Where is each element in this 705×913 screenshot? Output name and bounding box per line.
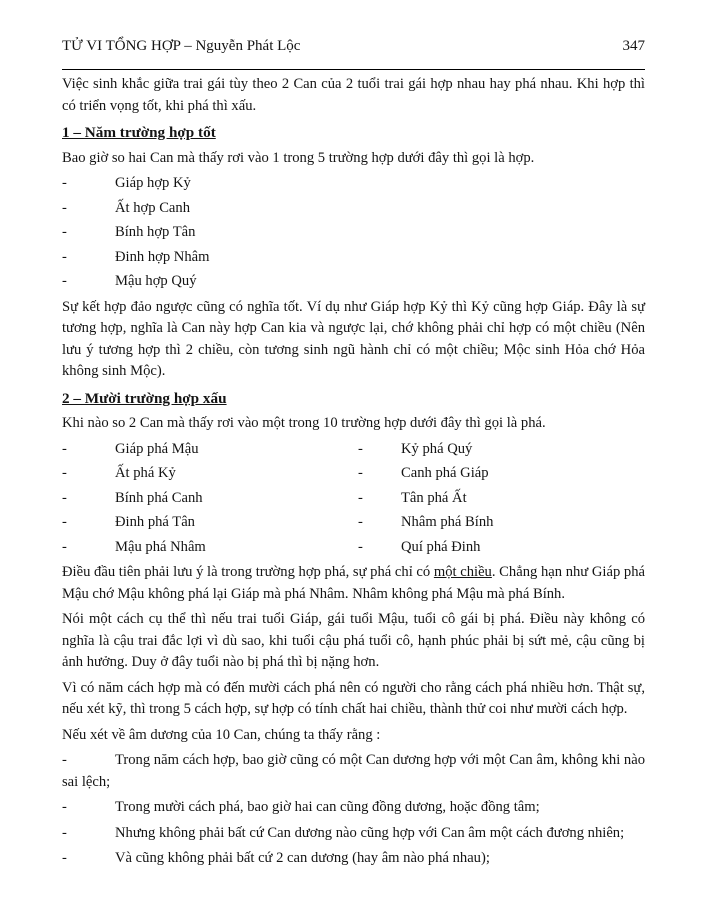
list-dash: - [358,514,363,530]
list-dash: - [62,538,67,555]
list-item-row [62,463,645,485]
list-item-text: Giáp hợp Kỷ [115,175,191,191]
list-dash: - [358,489,363,506]
page-number: 347 [622,38,645,54]
intro-paragraph: Việc sinh khắc giữa trai gái tùy theo 2 Can của 2 tuổi trai gái hợp nhau hay phá nhau. Khi hợp thì có triển vọng tốt, khi phá thì xấu. [62,76,645,114]
bullet-dash: - [62,850,67,866]
list-item [62,222,645,244]
bad-pairs-list [62,439,645,559]
bullet-text: Và cũng không phải bất cứ 2 can dương (hay âm nào phá nhau); [115,850,490,866]
list-item-text: Quí phá Đinh [401,538,481,555]
list-dash: - [62,175,67,191]
list-item-text: Nhâm phá Bính [401,514,494,530]
section2-heading: 2 – Mười trường hợp xấu [62,389,227,407]
am-duong-bullet [62,848,645,870]
list-item-text: Bính hợp Tân [115,224,196,240]
list-dash: - [358,440,363,457]
list-dash: - [62,224,67,240]
list-dash: - [62,199,67,216]
five-vs-ten-paragraph: Vì có năm cách hợp mà có đến mười cách phá nên có người cho rằng cách phá nhiều hơn. Thật sự, nếu xét kỹ, thì trong 5 cách hợp, sự hợp có tính chất hai chiều, thành thử coi như mười cách hợp. [62,679,645,717]
list-item-row [62,488,645,510]
one-way-paragraph [62,562,645,605]
list-item-text: Ất phá Kỷ [115,465,176,481]
list-item-text: Tân phá Ất [401,489,467,506]
one-way-underlined-phrase: một chiều [433,564,492,580]
concrete-example-paragraph: Nói một cách cụ thể thì nếu trai tuổi Giáp, gái tuổi Mậu, tuổi cô gái bị phá. Điều này không có nghĩa là cậu trai đắc lợi vì dù sao, khi tuổi cậu phá tuổi cô, hạnh phúc phải bị sứt mẻ, cậu cũng bị ảnh hưởng. Duy ở đây tuổi nào bị phá thì bị nặng hơn. [62,611,645,670]
list-dash: - [62,440,67,457]
one-way-text-before: Điều đầu tiên phải lưu ý là trong trường hợp phá, sự phá chỉ có [62,564,434,580]
list-dash: - [62,514,67,530]
page-header [62,37,645,55]
section1-lead: Bao giờ so hai Can mà thấy rơi vào 1 trong 5 trường hợp dưới đây thì gọi là hợp. [62,149,535,166]
list-dash: - [62,465,67,481]
list-item-text: Bính phá Canh [115,489,203,506]
bullet-dash: - [62,824,67,841]
section2-lead: Khi nào so 2 Can mà thấy rơi vào một trong 10 trường hợp dưới đây thì gọi là phá. [62,415,546,431]
section1-heading: 1 – Năm trường hợp tốt [62,124,216,141]
bullet-dash: - [62,799,67,815]
list-dash: - [358,538,363,555]
am-duong-lead: Nếu xét về âm dương của 10 Can, chúng ta thấy rằng : [62,726,381,743]
list-item-text: Giáp phá Mậu [115,440,199,457]
list-item-text: Mậu phá Nhâm [115,538,206,555]
list-item [62,173,645,195]
am-duong-bullet [62,797,645,819]
list-item-text: Đinh hợp Nhâm [115,248,210,265]
list-dash: - [358,465,363,481]
list-dash: - [62,273,67,289]
bullet-text: Nhưng không phải bất cứ Can dương nào cũng hợp với Can âm một cách đương nhiên; [115,824,625,841]
bullet-text: Trong mười cách phá, bao giờ hai can cũng đồng dương, hoặc đồng tâm; [115,799,540,815]
list-item-text: Ất hợp Canh [115,199,191,216]
book-title: TỬ VI TỔNG HỢP – Nguyễn Phát Lộc [62,38,301,54]
list-item-row [62,439,645,461]
bullet-text: Trong năm cách hợp, bao giờ cũng có một Can dương hợp với một Can âm, không khi nào sai lệch; [62,752,645,790]
section1-note: Sự kết hợp đảo ngược cũng có nghĩa tốt. Ví dụ như Giáp hợp Kỷ thì Kỷ cũng hợp Giáp. Đây là sự tương hợp, nghĩa là Can này hợp Can kia và ngược lại, chớ không phải chỉ hợp có một chiều (Nên lưu ý tương hợp thì 2 chiều, còn tương sinh ngũ hành chỉ có một chiều; Mộc sinh Hỏa chớ Hỏa không sinh Mộc). [62,298,645,379]
am-duong-bullet [62,823,645,845]
list-dash: - [62,489,67,506]
list-dash: - [62,248,67,265]
list-item [62,247,645,269]
list-item-row [62,512,645,534]
list-item-text: Mậu hợp Quý [115,273,197,289]
list-item-text: Đinh phá Tân [115,514,195,530]
list-item-text: Kỷ phá Quý [401,440,473,457]
list-item-row [62,537,645,559]
list-item-text: Canh phá Giáp [401,465,489,481]
bullet-dash: - [62,752,67,768]
one-way-text-after: . Chẳng hạn như Giáp phá Mậu chớ Mậu không phá lại Giáp mà phá Nhâm. Nhâm không phá Mậu mà phá Bính. [62,564,645,602]
good-pairs-list [62,173,645,293]
am-duong-bullet [62,750,645,793]
list-item [62,271,645,293]
header-rule [62,69,645,70]
list-item [62,198,645,220]
